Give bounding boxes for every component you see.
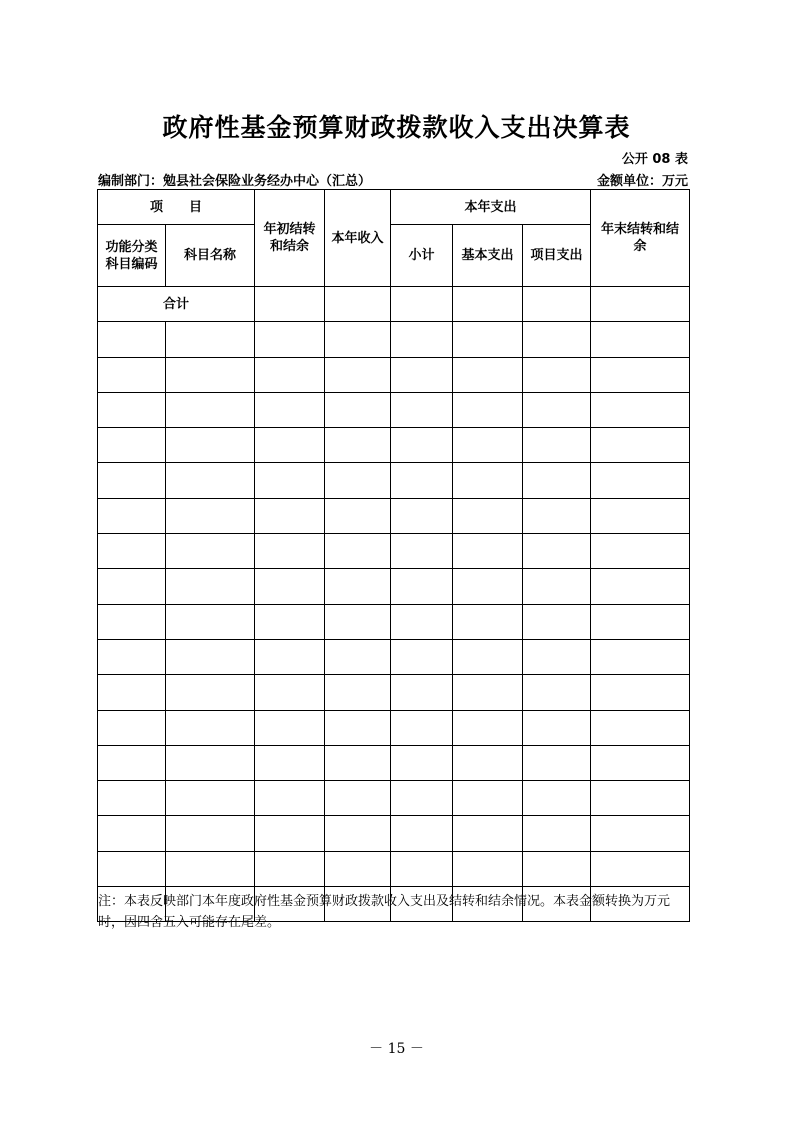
table-cell (255, 710, 325, 745)
table-cell (255, 639, 325, 674)
page-number: － 15 － (369, 1041, 424, 1057)
table-cell (523, 816, 591, 851)
table-cell (166, 428, 255, 463)
header-expenditure: 本年支出 (391, 190, 591, 225)
total-cell (523, 287, 591, 322)
table-cell (591, 675, 690, 710)
table-cell (98, 745, 166, 780)
table-cell (591, 392, 690, 427)
table-row (98, 463, 690, 498)
table-cell (591, 534, 690, 569)
table-cell (523, 639, 591, 674)
table-cell (166, 816, 255, 851)
total-cell (453, 287, 523, 322)
table-cell (98, 322, 166, 357)
table-cell (166, 710, 255, 745)
table-row (98, 428, 690, 463)
header-project-exp: 项目支出 (523, 225, 591, 287)
total-cell (591, 287, 690, 322)
table-cell (453, 745, 523, 780)
table-cell (453, 604, 523, 639)
table-cell (255, 463, 325, 498)
table-cell (453, 710, 523, 745)
table-cell (166, 498, 255, 533)
table-row (98, 392, 690, 427)
table-cell (325, 392, 391, 427)
table-cell (523, 357, 591, 392)
total-cell (255, 287, 325, 322)
table-cell (391, 851, 453, 886)
table-cell (453, 781, 523, 816)
table-cell (325, 816, 391, 851)
table-cell (98, 463, 166, 498)
table-row (98, 534, 690, 569)
table-cell (523, 392, 591, 427)
table-cell (453, 534, 523, 569)
table-cell (391, 428, 453, 463)
header-closing-balance: 年末结转和结余 (591, 190, 690, 287)
table-cell (453, 392, 523, 427)
header-func-code: 功能分类科目编码 (98, 225, 166, 287)
table-cell (325, 322, 391, 357)
table-cell (166, 639, 255, 674)
table-row (98, 816, 690, 851)
table-cell (255, 534, 325, 569)
table-cell (453, 639, 523, 674)
unit-label: 金额单位：万元 (596, 174, 688, 189)
table-cell (391, 639, 453, 674)
table-cell (523, 781, 591, 816)
table-cell (523, 428, 591, 463)
table-cell (255, 604, 325, 639)
table-cell (391, 569, 453, 604)
table-cell (453, 498, 523, 533)
table-cell (255, 322, 325, 357)
table-cell (591, 781, 690, 816)
table-cell (98, 534, 166, 569)
table-cell (166, 675, 255, 710)
table-cell (591, 428, 690, 463)
table-cell (325, 745, 391, 780)
table-cell (166, 534, 255, 569)
table-cell (166, 745, 255, 780)
table-cell (591, 710, 690, 745)
table-cell (391, 710, 453, 745)
table-cell (166, 392, 255, 427)
table-cell (453, 463, 523, 498)
table-row (98, 745, 690, 780)
table-cell (325, 357, 391, 392)
table-cell (391, 498, 453, 533)
table-cell (391, 357, 453, 392)
table-cell (391, 816, 453, 851)
table-cell (591, 745, 690, 780)
table-cell (98, 851, 166, 886)
table-cell (453, 816, 523, 851)
table-cell (523, 604, 591, 639)
table-cell (98, 816, 166, 851)
total-label: 合计 (98, 287, 255, 322)
table-cell (255, 428, 325, 463)
page-title: 政府性基金预算财政拨款收入支出决算表 (162, 113, 631, 142)
table-cell (453, 675, 523, 710)
table-cell (523, 745, 591, 780)
budget-table (97, 189, 690, 922)
table-cell (255, 851, 325, 886)
table-cell (98, 710, 166, 745)
table-cell (591, 569, 690, 604)
header-opening-balance: 年初结转和结余 (255, 190, 325, 287)
table-cell (255, 569, 325, 604)
table-cell (453, 851, 523, 886)
table-cell (255, 357, 325, 392)
table-row (98, 604, 690, 639)
table-row (98, 639, 690, 674)
table-cell (591, 357, 690, 392)
table-row (98, 498, 690, 533)
table-row (98, 569, 690, 604)
table-cell (453, 428, 523, 463)
table-cell (325, 428, 391, 463)
table-cell (453, 569, 523, 604)
table-cell (98, 604, 166, 639)
table-cell (391, 322, 453, 357)
table-cell (166, 569, 255, 604)
table-cell (591, 463, 690, 498)
footnote: 注：本表反映部门本年度政府性基金预算财政拨款收入支出及结转和结余情况。本表金额转换为万元时，因四舍五入可能存在尾差。 (98, 894, 671, 930)
table-cell (325, 463, 391, 498)
table-cell (325, 534, 391, 569)
table-cell (391, 392, 453, 427)
table-cell (325, 569, 391, 604)
table-row (98, 851, 690, 886)
table-cell (166, 357, 255, 392)
table-cell (98, 392, 166, 427)
table-cell (453, 322, 523, 357)
table-cell (523, 534, 591, 569)
table-row (98, 357, 690, 392)
table-cell (98, 781, 166, 816)
table-cell (523, 675, 591, 710)
department-label: 编制部门：勉县社会保险业务经办中心（汇总） (98, 174, 372, 189)
table-cell (325, 675, 391, 710)
table-cell (523, 851, 591, 886)
table-cell (325, 639, 391, 674)
table-cell (523, 710, 591, 745)
table-cell (523, 498, 591, 533)
table-cell (166, 851, 255, 886)
table-cell (591, 322, 690, 357)
table-cell (255, 675, 325, 710)
table-cell (325, 781, 391, 816)
table-cell (166, 781, 255, 816)
table-row (98, 710, 690, 745)
header-subtotal: 小计 (391, 225, 453, 287)
table-cell (391, 534, 453, 569)
table-row (98, 781, 690, 816)
table-cell (255, 498, 325, 533)
table-row (98, 322, 690, 357)
table-cell (255, 781, 325, 816)
table-number: 公开 08 表 (621, 152, 688, 167)
table-cell (166, 604, 255, 639)
table-cell (591, 639, 690, 674)
table-cell (523, 463, 591, 498)
table-cell (591, 851, 690, 886)
table-cell (98, 569, 166, 604)
table-cell (391, 604, 453, 639)
table-cell (391, 745, 453, 780)
table-cell (325, 710, 391, 745)
table-cell (255, 392, 325, 427)
total-cell (325, 287, 391, 322)
total-cell (391, 287, 453, 322)
table-cell (325, 851, 391, 886)
table-cell (523, 569, 591, 604)
table-cell (453, 357, 523, 392)
header-income: 本年收入 (325, 190, 391, 287)
table-row (98, 675, 690, 710)
table-cell (98, 428, 166, 463)
table-cell (591, 604, 690, 639)
table-cell (391, 781, 453, 816)
table-cell (166, 463, 255, 498)
table-cell (98, 357, 166, 392)
table-cell (391, 463, 453, 498)
table-cell (166, 322, 255, 357)
table-cell (255, 745, 325, 780)
table-cell (591, 816, 690, 851)
table-cell (98, 498, 166, 533)
header-project: 项 目 (98, 190, 255, 225)
table-cell (98, 639, 166, 674)
table-cell (255, 816, 325, 851)
table-cell (391, 675, 453, 710)
header-basic: 基本支出 (453, 225, 523, 287)
table-cell (325, 498, 391, 533)
table-cell (98, 675, 166, 710)
table-cell (523, 322, 591, 357)
header-subject-name: 科目名称 (166, 225, 255, 287)
table-cell (591, 498, 690, 533)
table-cell (325, 604, 391, 639)
